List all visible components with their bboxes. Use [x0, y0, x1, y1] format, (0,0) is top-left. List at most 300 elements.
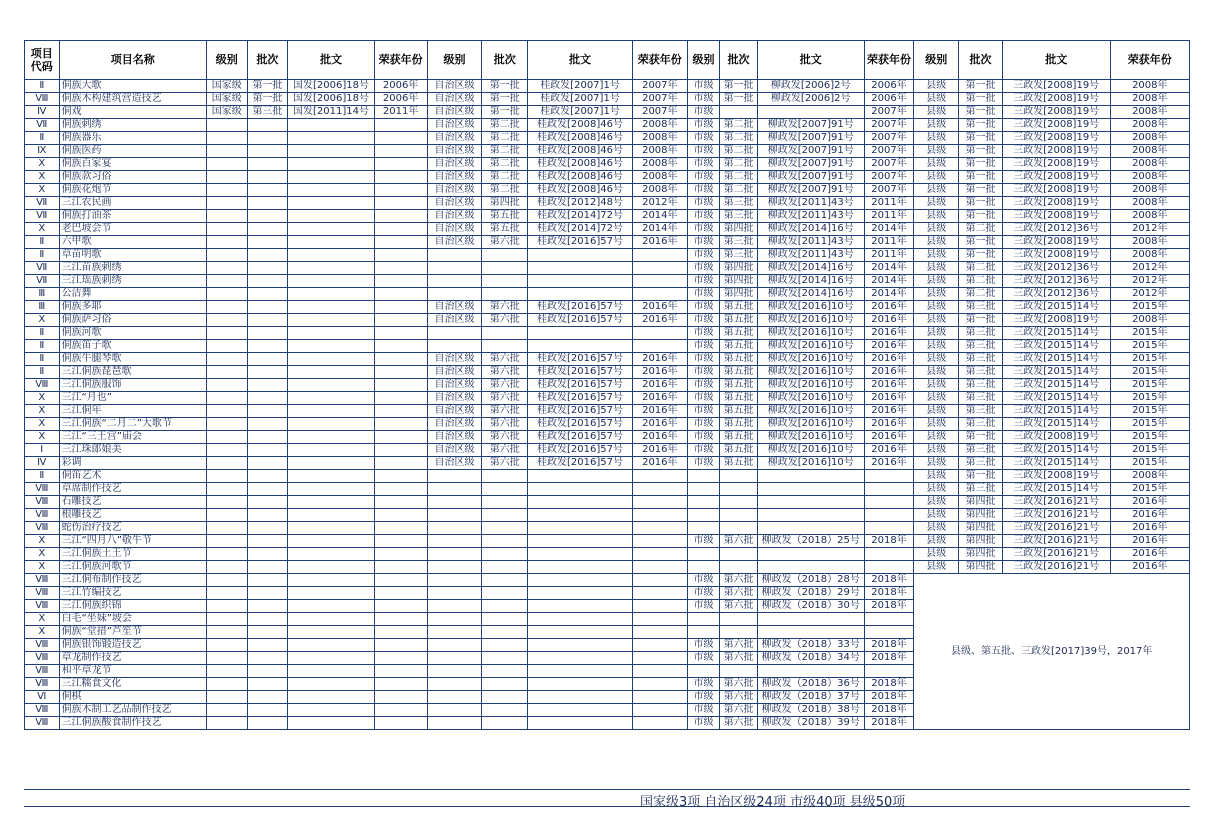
table-cell [374, 470, 427, 483]
table-cell: 2008年 [632, 184, 687, 197]
table-cell: 三政发[2008]19号 [1002, 470, 1110, 483]
table-cell: 2006年 [864, 80, 914, 93]
table-cell: 市级 [687, 236, 720, 249]
table-cell [528, 509, 633, 522]
table-cell: 三政发[2016]21号 [1002, 561, 1110, 574]
table-cell [632, 561, 687, 574]
table-cell [247, 535, 288, 548]
table-body [25, 80, 1190, 730]
column-header: 级别 [914, 41, 959, 80]
table-cell [528, 704, 633, 717]
table-cell: 柳政发[2007]91号 [757, 145, 864, 158]
table-cell [687, 509, 720, 522]
table-cell: 县级 [914, 197, 959, 210]
table-cell: 柳政发（2018）34号 [757, 652, 864, 665]
table-cell: 2018年 [864, 717, 914, 730]
table-cell [206, 665, 247, 678]
table-cell: 柳政发（2018）37号 [757, 691, 864, 704]
table-cell [247, 366, 288, 379]
table-cell [374, 197, 427, 210]
table-cell: 第六批 [720, 717, 758, 730]
table-cell [206, 340, 247, 353]
table-cell: 第一批 [247, 93, 288, 106]
table-cell [528, 249, 633, 262]
table-cell [374, 704, 427, 717]
column-header: 批次 [247, 41, 288, 80]
table-cell: 2015年 [1110, 327, 1189, 340]
table-cell [427, 509, 482, 522]
table-cell [206, 639, 247, 652]
table-cell: 第一批 [959, 470, 1003, 483]
table-cell: 2016年 [864, 353, 914, 366]
table-cell [288, 509, 374, 522]
table-cell: 2008年 [1110, 171, 1189, 184]
table-cell: 2007年 [632, 106, 687, 119]
table-cell [206, 535, 247, 548]
table-cell: 桂政发[2008]46号 [528, 171, 633, 184]
table-cell: 市级 [687, 340, 720, 353]
table-cell: 2015年 [1110, 444, 1189, 457]
table-cell [864, 561, 914, 574]
table-cell: 三政发[2015]14号 [1002, 379, 1110, 392]
table-cell: 市级 [687, 184, 720, 197]
table-cell [528, 678, 633, 691]
table-cell: 2016年 [864, 301, 914, 314]
table-cell: 三政发[2008]19号 [1002, 210, 1110, 223]
table-cell: 三政发[2008]19号 [1002, 171, 1110, 184]
column-header: 项目代码 [25, 41, 60, 80]
table-cell: 县级 [914, 340, 959, 353]
table-cell [247, 223, 288, 236]
table-cell: 县级 [914, 522, 959, 535]
table-cell: 县级 [914, 535, 959, 548]
table-cell [374, 405, 427, 418]
table-cell [288, 639, 374, 652]
table-cell [288, 691, 374, 704]
table-cell: Ⅲ [25, 288, 60, 301]
table-cell: 三政发[2008]19号 [1002, 249, 1110, 262]
table-cell [687, 470, 720, 483]
table-cell [288, 613, 374, 626]
table-cell [374, 327, 427, 340]
table-cell: 侗族花炮节 [59, 184, 206, 197]
table-cell: Ⅷ [25, 704, 60, 717]
table-cell: 县级 [914, 171, 959, 184]
column-header: 荣获年份 [864, 41, 914, 80]
table-cell: 市级 [687, 301, 720, 314]
table-cell: 第四批 [959, 548, 1003, 561]
table-cell [206, 288, 247, 301]
table-cell: 市级 [687, 288, 720, 301]
table-cell [632, 665, 687, 678]
table-cell [528, 587, 633, 600]
table-cell: 自治区级 [427, 444, 482, 457]
table-cell: 柳政发（2018）38号 [757, 704, 864, 717]
table-cell: 第六批 [482, 405, 528, 418]
table-cell [427, 522, 482, 535]
table-cell [206, 509, 247, 522]
table-cell [206, 366, 247, 379]
table-cell: Ⅹ [25, 158, 60, 171]
table-cell [427, 665, 482, 678]
table-cell: 三江苗族刺绣 [59, 262, 206, 275]
table-cell: 县级 [914, 418, 959, 431]
table-cell: 自治区级 [427, 171, 482, 184]
table-cell [206, 652, 247, 665]
table-cell: 第六批 [720, 535, 758, 548]
table-cell [482, 327, 528, 340]
table-cell: 国发[2006]18号 [288, 93, 374, 106]
table-cell: 2006年 [374, 93, 427, 106]
table-cell [374, 379, 427, 392]
table-row [25, 262, 1190, 275]
table-cell: 三政发[2015]14号 [1002, 353, 1110, 366]
table-cell: 2016年 [864, 405, 914, 418]
table-cell [632, 509, 687, 522]
table-cell: 第四批 [720, 288, 758, 301]
table-cell: 第四批 [482, 197, 528, 210]
table-cell [632, 496, 687, 509]
table-cell [720, 470, 758, 483]
table-cell: 自治区级 [427, 314, 482, 327]
table-cell [247, 431, 288, 444]
table-cell [482, 288, 528, 301]
table-cell: 桂政发[2016]57号 [528, 457, 633, 470]
column-header: 批次 [959, 41, 1003, 80]
table-cell: 县级 [914, 379, 959, 392]
table-cell: 柳政发[2006]2号 [757, 93, 864, 106]
table-cell: 蛇伤治疗技艺 [59, 522, 206, 535]
table-cell [528, 522, 633, 535]
table-cell: 市级 [687, 392, 720, 405]
table-cell: 桂政发[2016]57号 [528, 366, 633, 379]
summary-text: 国家级3项 自治区级24项 市级40项 县级50项 [640, 795, 906, 810]
table-cell: 第五批 [720, 457, 758, 470]
table-cell [864, 483, 914, 496]
table-cell: 三政发[2008]19号 [1002, 80, 1110, 93]
table-cell [247, 314, 288, 327]
table-cell [288, 626, 374, 639]
merged-county-note: 县级、第五批、三政发[2017]39号，2017年 [914, 574, 1190, 730]
table-cell: 市级 [687, 327, 720, 340]
table-cell [247, 275, 288, 288]
table-cell: 2007年 [864, 106, 914, 119]
table-row [25, 106, 1190, 119]
table-cell: 市级 [687, 314, 720, 327]
table-cell [757, 665, 864, 678]
table-cell [720, 483, 758, 496]
table-cell [482, 483, 528, 496]
table-cell [864, 470, 914, 483]
table-cell: 三政发[2008]19号 [1002, 145, 1110, 158]
table-cell: 2012年 [1110, 288, 1189, 301]
table-cell: 第一批 [482, 93, 528, 106]
table-cell [427, 652, 482, 665]
table-cell: Ⅹ [25, 535, 60, 548]
table-cell: 2016年 [1110, 509, 1189, 522]
table-cell: 第三批 [720, 249, 758, 262]
table-cell [288, 717, 374, 730]
table-cell [374, 171, 427, 184]
table-cell [288, 314, 374, 327]
table-cell [528, 691, 633, 704]
table-cell: 县级 [914, 93, 959, 106]
table-cell [206, 275, 247, 288]
table-cell: 自治区级 [427, 158, 482, 171]
table-cell: 桂政发[2014]72号 [528, 223, 633, 236]
table-cell [206, 717, 247, 730]
table-cell [374, 236, 427, 249]
table-cell [374, 717, 427, 730]
table-cell: 市级 [687, 132, 720, 145]
table-cell: 三江农民画 [59, 197, 206, 210]
table-cell: 第二批 [959, 262, 1003, 275]
table-cell [632, 483, 687, 496]
table-cell: 2016年 [864, 444, 914, 457]
table-cell [288, 587, 374, 600]
table-cell [374, 210, 427, 223]
table-cell: 柳政发（2018）28号 [757, 574, 864, 587]
table-cell: 第三批 [959, 340, 1003, 353]
table-cell: Ⅱ [25, 80, 60, 93]
table-cell: 第一批 [720, 80, 758, 93]
table-cell: 三政发[2015]14号 [1002, 418, 1110, 431]
table-cell: 三政发[2015]14号 [1002, 301, 1110, 314]
table-cell [528, 275, 633, 288]
table-cell: 自治区级 [427, 366, 482, 379]
table-cell: 2015年 [1110, 379, 1189, 392]
table-cell [206, 314, 247, 327]
table-cell: 侗族大歌 [59, 80, 206, 93]
table-cell: 自治区级 [427, 418, 482, 431]
column-header: 级别 [687, 41, 720, 80]
table-cell [288, 678, 374, 691]
table-row [25, 119, 1190, 132]
table-cell: 2011年 [864, 249, 914, 262]
table-cell: 三江“四月八”敬牛节 [59, 535, 206, 548]
table-cell: 第四批 [959, 522, 1003, 535]
table-cell: 县级 [914, 561, 959, 574]
table-cell [482, 548, 528, 561]
table-cell [288, 548, 374, 561]
table-cell [632, 275, 687, 288]
table-cell: 桂政发[2008]46号 [528, 158, 633, 171]
table-cell [206, 379, 247, 392]
table-cell [247, 704, 288, 717]
table-cell: Ⅷ [25, 93, 60, 106]
table-cell: 三政发[2008]19号 [1002, 236, 1110, 249]
table-cell [288, 301, 374, 314]
table-cell [374, 574, 427, 587]
table-cell: 2006年 [374, 80, 427, 93]
table-cell: 三政发[2008]19号 [1002, 119, 1110, 132]
table-row [25, 535, 1190, 548]
table-cell [687, 483, 720, 496]
table-cell [206, 158, 247, 171]
table-cell: 县级 [914, 405, 959, 418]
table-cell: 第六批 [720, 639, 758, 652]
table-cell: 三江“月也” [59, 392, 206, 405]
table-cell: 柳政发[2016]10号 [757, 405, 864, 418]
table-cell: 侗族百家宴 [59, 158, 206, 171]
table-cell: 自治区级 [427, 93, 482, 106]
table-cell: 2008年 [1110, 249, 1189, 262]
table-cell [288, 457, 374, 470]
table-cell: 桂政发[2014]72号 [528, 210, 633, 223]
table-cell: 第四批 [720, 275, 758, 288]
table-cell: 第五批 [720, 392, 758, 405]
table-cell [374, 288, 427, 301]
table-cell: 第二批 [959, 223, 1003, 236]
table-cell: 自治区级 [427, 431, 482, 444]
table-cell: 2016年 [864, 340, 914, 353]
table-cell [288, 418, 374, 431]
table-cell [206, 431, 247, 444]
table-cell: 2016年 [1110, 496, 1189, 509]
table-cell: 2007年 [864, 132, 914, 145]
table-cell: 2016年 [632, 405, 687, 418]
table-cell: 三政发[2012]36号 [1002, 288, 1110, 301]
table-cell: Ⅷ [25, 574, 60, 587]
table-cell: 第六批 [482, 379, 528, 392]
table-cell: 市级 [687, 431, 720, 444]
table-cell [720, 509, 758, 522]
table-cell: 第六批 [482, 353, 528, 366]
table-cell [374, 275, 427, 288]
table-row [25, 132, 1190, 145]
table-cell: 三江侗族织锦 [59, 600, 206, 613]
table-cell: 彩调 [59, 457, 206, 470]
table-cell [374, 509, 427, 522]
table-cell: 侗棋 [59, 691, 206, 704]
table-cell: 第三批 [720, 210, 758, 223]
table-cell: 自治区级 [427, 80, 482, 93]
table-cell: 2016年 [864, 379, 914, 392]
table-cell: 第三批 [720, 236, 758, 249]
table-cell [247, 691, 288, 704]
table-cell [374, 262, 427, 275]
table-cell [206, 145, 247, 158]
table-cell: 2014年 [632, 210, 687, 223]
table-cell: 2015年 [1110, 457, 1189, 470]
table-cell: 第一批 [959, 431, 1003, 444]
table-cell [528, 340, 633, 353]
table-cell [632, 548, 687, 561]
table-cell [632, 717, 687, 730]
table-cell: 柳政发[2016]10号 [757, 314, 864, 327]
table-cell [720, 665, 758, 678]
table-cell [206, 561, 247, 574]
table-cell: 柳政发[2007]91号 [757, 132, 864, 145]
table-cell: 三政发[2008]19号 [1002, 106, 1110, 119]
table-cell [632, 639, 687, 652]
table-cell: 三政发[2016]21号 [1002, 522, 1110, 535]
table-cell: 三政发[2008]19号 [1002, 197, 1110, 210]
table-cell: 第二批 [720, 132, 758, 145]
table-cell: 第三批 [247, 106, 288, 119]
table-cell: 2008年 [1110, 184, 1189, 197]
table-cell: 2012年 [632, 197, 687, 210]
table-cell [374, 353, 427, 366]
table-cell [864, 496, 914, 509]
table-cell: 市级 [687, 353, 720, 366]
table-cell [482, 561, 528, 574]
table-cell [206, 496, 247, 509]
table-cell: 2008年 [632, 145, 687, 158]
table-cell [687, 665, 720, 678]
table-cell [288, 353, 374, 366]
table-cell: 自治区级 [427, 457, 482, 470]
table-cell [632, 574, 687, 587]
table-cell [206, 262, 247, 275]
table-cell: 桂政发[2007]1号 [528, 80, 633, 93]
table-cell: 草席制作技艺 [59, 483, 206, 496]
table-cell [374, 535, 427, 548]
table-row [25, 171, 1190, 184]
table-cell: 第五批 [720, 431, 758, 444]
table-cell: 2007年 [864, 171, 914, 184]
table-cell [528, 483, 633, 496]
table-cell: 侗戏 [59, 106, 206, 119]
table-cell [632, 704, 687, 717]
table-cell [427, 262, 482, 275]
table-cell: 第三批 [959, 418, 1003, 431]
table-cell [482, 600, 528, 613]
table-cell: 三政发[2008]19号 [1002, 184, 1110, 197]
table-cell: 2008年 [1110, 470, 1189, 483]
table-cell: 第二批 [482, 132, 528, 145]
table-cell [528, 574, 633, 587]
table-cell [757, 626, 864, 639]
table-cell: 市级 [687, 223, 720, 236]
table-cell [206, 483, 247, 496]
table-cell [632, 288, 687, 301]
table-cell: 侗族款习俗 [59, 171, 206, 184]
table-cell: Ⅹ [25, 314, 60, 327]
table-cell: 2008年 [1110, 132, 1189, 145]
table-cell [247, 197, 288, 210]
table-cell [247, 132, 288, 145]
table-cell [288, 535, 374, 548]
table-cell [528, 548, 633, 561]
table-cell [528, 600, 633, 613]
table-cell: 2008年 [1110, 158, 1189, 171]
table-cell: 2008年 [1110, 197, 1189, 210]
table-cell: Ⅹ [25, 392, 60, 405]
table-cell: 市级 [687, 80, 720, 93]
table-cell: 第一批 [482, 106, 528, 119]
table-cell [427, 496, 482, 509]
table-cell: 县级 [914, 210, 959, 223]
table-cell: Ⅱ [25, 366, 60, 379]
table-cell [632, 535, 687, 548]
table-cell [247, 288, 288, 301]
table-cell: 县级 [914, 223, 959, 236]
table-cell: 市级 [687, 275, 720, 288]
table-cell [632, 340, 687, 353]
table-cell: 桂政发[2007]1号 [528, 106, 633, 119]
table-cell: 市级 [687, 106, 720, 119]
table-cell: Ⅷ [25, 509, 60, 522]
table-cell: Ⅹ [25, 405, 60, 418]
table-cell [206, 574, 247, 587]
table-cell: 县级 [914, 184, 959, 197]
column-header: 荣获年份 [1110, 41, 1189, 80]
table-cell: 第二批 [482, 158, 528, 171]
table-cell [206, 457, 247, 470]
table-cell [482, 717, 528, 730]
table-row [25, 574, 1190, 587]
